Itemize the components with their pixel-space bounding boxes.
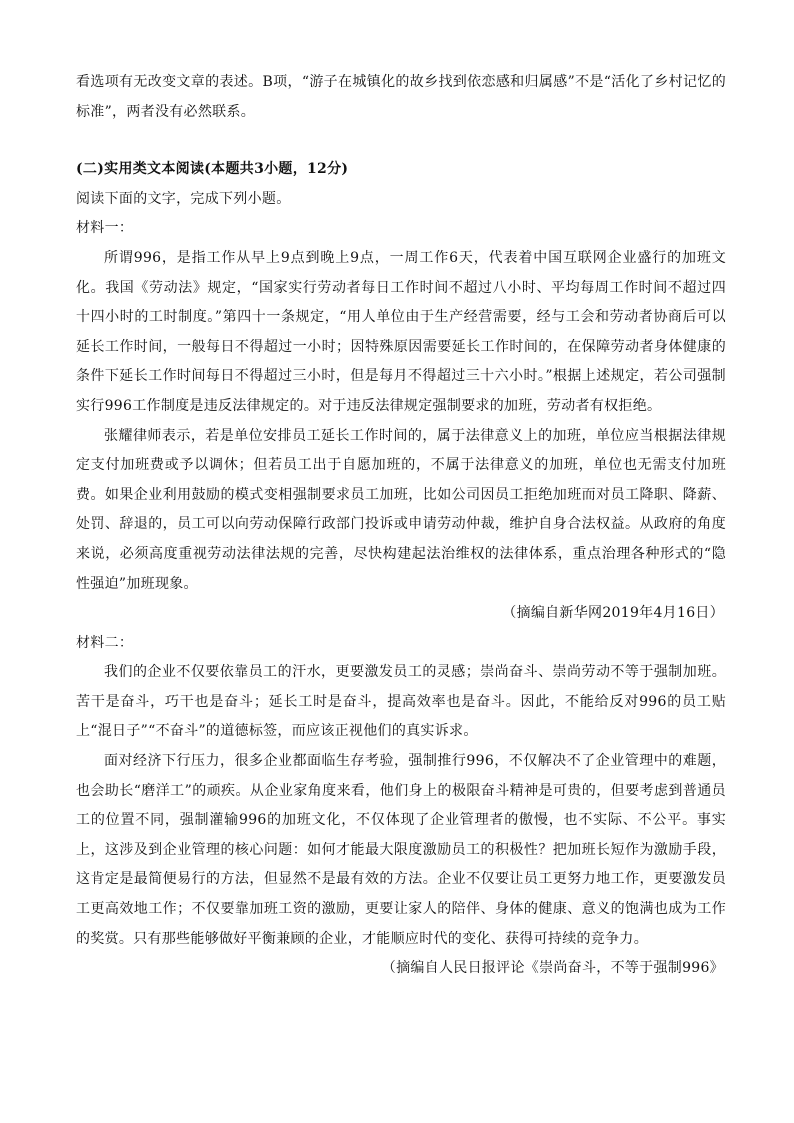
section-heading: (二)实用类文本阅读(本题共3小题，12分)	[76, 161, 349, 178]
document-page	[76, 68, 726, 984]
material-one-label: 材料一：	[76, 220, 134, 237]
instruction-text: 阅读下面的文字，完成下列小题。	[76, 190, 291, 207]
material-one-paragraph: 所谓996，是指工作从早上9点到晚上9点，一周工作6天，代表着中国互联网企业盛行的加班文化。我国《劳动法》规定，“国家实行劳动者每日工作时间不超过八小时、平均每周工作时间不超过四十四小时的工时制度。”第四十一条规定，“用人单位由于生产经营需要，经与工会和劳动者协商后可以延长工作时间，一般每日不得超过一小时；因特殊原因需要延长工作时间的，在保障劳动者身体健康的条件下延长工作时间每日不得超过三小时，但是每月不得超过三十六小时。”根据上述规定，若公司强制实行996工作制度是违反法律规定的。对于违反法律规定强制要求的加班，劳动者有权拒绝。	[76, 249, 726, 414]
material-one-paragraph: 张耀律师表示，若是单位安排员工延长工作时间的，属于法律意义上的加班，单位应当根据法律规定支付加班费或予以调休；但若员工出于自愿加班的，不属于法律意义的加班，单位也无需支付加班费。如果企业利用鼓励的模式变相强制要求员工加班，比如公司因员工拒绝加班而对员工降职、降薪、处罚、辞退的，员工可以向劳动保障行政部门投诉或申请劳动仲裁，维护自身合法权益。从政府的角度来说，必须高度重视劳动法律法规的完善，尽快构建起法治维权的法律体系，重点治理各种形式的“隐性强迫”加班现象。	[76, 427, 726, 592]
material-two-paragraph: 面对经济下行压力，很多企业都面临生存考验，强制推行996，不仅解决不了企业管理中的难题，也会助长“磨洋工”的顽疾。从企业家角度来看，他们身上的极限奋斗精神是可贵的，但要考虑到普通员工的位置不同，强制灌输996的加班文化，不仅体现了企业管理者的傲慢，也不实际、不公平。事实上，这涉及到企业管理的核心问题：如何才能最大限度激励员工的积极性？把加班长短作为激励手段，这肯定是最简便易行的方法，但显然不是最有效的方法。企业不仅要让员工更努力地工作，更要激发员工更高效地工作；不仅要靠加班工资的激励，更要让家人的陪伴、身体的健康、意义的饱满也成为工作的奖赏。只有那些能够做好平衡兼顾的企业，才能顺应时代的变化、获得可持续的竞争力。	[76, 753, 726, 947]
material-one-source: （摘编自新华网2019年4月16日）	[502, 605, 724, 622]
material-two-paragraph: 我们的企业不仅要依靠员工的汗水，更要激发员工的灵感；崇尚奋斗、崇尚劳动不等于强制加班。苦干是奋斗，巧干也是奋斗；延长工时是奋斗，提高效率也是奋斗。因此，不能给反对996的员工贴上“混日子”“不奋斗”的道德标签，而应该正视他们的真实诉求。	[76, 664, 726, 740]
spacer	[76, 127, 726, 155]
material-two-label: 材料二：	[76, 634, 134, 651]
answer-explanation-paragraph: 看选项有无改变文章的表述。B项，“游子在城镇化的故乡找到依恋感和归属感”不是“活化了乡村记忆的标准”，两者没有必然联系。	[76, 74, 726, 120]
material-two-source: （摘编自人民日报评论《崇尚奋斗，不等于强制996》	[381, 960, 724, 977]
